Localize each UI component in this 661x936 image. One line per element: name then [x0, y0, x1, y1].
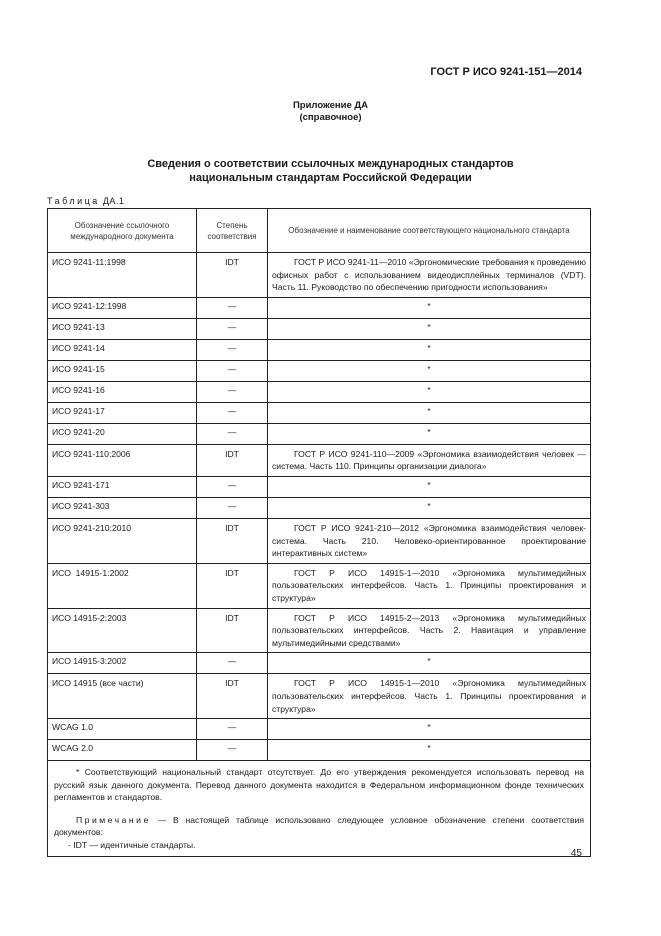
table-row	[48, 476, 591, 497]
degree-cell: —	[197, 381, 268, 402]
intl-doc-cell: ИСО 14915-2:2003	[48, 608, 197, 653]
degree-cell: —	[197, 740, 268, 761]
intl-doc-cell: ИСО 9241-12:1998	[48, 297, 197, 318]
annex-subtitle: (справочное)	[299, 112, 362, 123]
note-text: — В настоящей таблице использовано следующее условное обозначение степени соответствия документов:	[54, 814, 585, 838]
degree-cell: —	[197, 423, 268, 444]
table-row	[48, 740, 591, 761]
national-standard-cell: *	[268, 497, 591, 518]
table-row	[48, 674, 591, 719]
degree-cell: —	[197, 653, 268, 674]
table-row	[48, 444, 591, 476]
intl-doc-cell: WCAG 1.0	[48, 719, 197, 740]
degree-cell: —	[197, 497, 268, 518]
table-row	[48, 719, 591, 740]
annex-title: Приложение ДА	[292, 100, 369, 111]
national-standard-cell: *	[268, 476, 591, 497]
national-standard-cell: *	[268, 653, 591, 674]
note-label: Примечание	[76, 814, 151, 825]
national-standard-cell: ГОСТ Р ИСО 14915-1—2010 «Эргономика мультимедийных пользовательских интерфейсов. Часть 1. Принципы проектирования и структура»	[268, 563, 591, 608]
table-row	[48, 653, 591, 674]
intl-doc-cell: ИСО 14915-1:2002	[48, 563, 197, 608]
national-standard-cell: ГОСТ Р ИСО 14915-1—2010 «Эргономика мультимедийных пользовательских интерфейсов. Часть 1. Принципы проектирования и структура»	[268, 674, 591, 719]
page-number: 45	[570, 848, 582, 859]
table-row	[48, 402, 591, 423]
intl-doc-cell: ИСО 9241-13	[48, 318, 197, 339]
national-standard-cell: ГОСТ Р ИСО 9241-210—2012 «Эргономика взаимодействия человек-система. Часть 210. Человеко-ориентированное проектирование интерактивных систем»	[268, 518, 591, 563]
degree-cell: —	[197, 476, 268, 497]
intl-doc-cell: ИСО 9241-110:2006	[48, 444, 197, 476]
table-label	[47, 196, 124, 206]
table-row	[48, 563, 591, 608]
national-standard-cell: *	[268, 318, 591, 339]
note	[54, 814, 584, 839]
footnote: * Соответствующий национальный стандарт отсутствует. До его утверждения рекомендуется использовать перевод на русский язык данного документа. Перевод данного документа находится в Федеральном информационном фонде технических регламентов и стандартов.	[54, 767, 584, 803]
degree-cell: IDT	[197, 444, 268, 476]
table-label-number: ДА.1	[102, 196, 125, 206]
table-footnotes	[48, 761, 591, 857]
intl-doc-cell: ИСО 14915-3:2002	[48, 653, 197, 674]
intl-doc-cell: ИСО 9241-210:2010	[48, 518, 197, 563]
national-standard-cell: *	[268, 402, 591, 423]
degree-cell: IDT	[197, 253, 268, 298]
table-label-word: Таблица	[47, 196, 100, 206]
table-row	[48, 608, 591, 653]
degree-cell: IDT	[197, 518, 268, 563]
degree-cell: IDT	[197, 563, 268, 608]
intl-doc-cell: WCAG 2.0	[48, 740, 197, 761]
table-row	[48, 253, 591, 298]
table-row	[48, 360, 591, 381]
degree-cell: IDT	[197, 674, 268, 719]
national-standard-cell: ГОСТ Р ИСО 9241-11—2010 «Эргономические требования к проведению офисных работ с использованием видеодисплейных терминалов (VDT). Часть 11. Руководство по обеспечению пригодности использования»	[268, 253, 591, 298]
table-row	[48, 339, 591, 360]
degree-cell: —	[197, 297, 268, 318]
intl-doc-cell: ИСО 14915 (все части)	[48, 674, 197, 719]
intl-doc-cell: ИСО 9241-20	[48, 423, 197, 444]
intl-doc-cell: ИСО 9241-171	[48, 476, 197, 497]
national-standard-cell: *	[268, 297, 591, 318]
national-standard-cell: *	[268, 423, 591, 444]
header-degree: Степень соответствия	[197, 209, 268, 253]
intl-doc-cell: ИСО 9241-11:1998	[48, 253, 197, 298]
section-title	[0, 157, 661, 185]
intl-doc-cell: ИСО 9241-16	[48, 381, 197, 402]
degree-cell: —	[197, 402, 268, 423]
section-title-line1: Сведения о соответствии ссылочных международных стандартов	[147, 158, 514, 170]
intl-doc-cell: ИСО 9241-17	[48, 402, 197, 423]
national-standard-cell: *	[268, 360, 591, 381]
national-standard-cell: ГОСТ Р ИСО 9241-110—2009 «Эргономика взаимодействия человек — система. Часть 110. Принципы организации диалога»	[268, 444, 591, 476]
national-standard-cell: *	[268, 740, 591, 761]
degree-cell: —	[197, 360, 268, 381]
degree-cell: —	[197, 318, 268, 339]
national-standard-cell: *	[268, 381, 591, 402]
note-item: - IDT — идентичные стандарты.	[68, 840, 196, 851]
national-standard-cell: ГОСТ Р ИСО 14915-2—2013 «Эргономика мультимедийных пользовательских интерфейсов. Часть 2. Навигация и управление мультимедийными средствами»	[268, 608, 591, 653]
document-id: ГОСТ Р ИСО 9241-151—2014	[430, 66, 582, 78]
header-national-standard: Обозначение и наименование соответствующего национального стандарта	[268, 209, 591, 253]
national-standard-cell: *	[268, 339, 591, 360]
table-row	[48, 423, 591, 444]
degree-cell: IDT	[197, 608, 268, 653]
intl-doc-cell: ИСО 9241-15	[48, 360, 197, 381]
correspondence-table	[47, 208, 591, 857]
section-title-line2: национальным стандартам Российской Федерации	[189, 172, 472, 184]
table-row	[48, 518, 591, 563]
header-intl-doc: Обозначение ссылочного международного документа	[48, 209, 197, 253]
national-standard-cell: *	[268, 719, 591, 740]
table-row	[48, 497, 591, 518]
table-row	[48, 297, 591, 318]
table-row	[48, 381, 591, 402]
degree-cell: —	[197, 339, 268, 360]
degree-cell: —	[197, 719, 268, 740]
intl-doc-cell: ИСО 9241-303	[48, 497, 197, 518]
annex-heading	[0, 100, 661, 124]
intl-doc-cell: ИСО 9241-14	[48, 339, 197, 360]
table-row	[48, 318, 591, 339]
